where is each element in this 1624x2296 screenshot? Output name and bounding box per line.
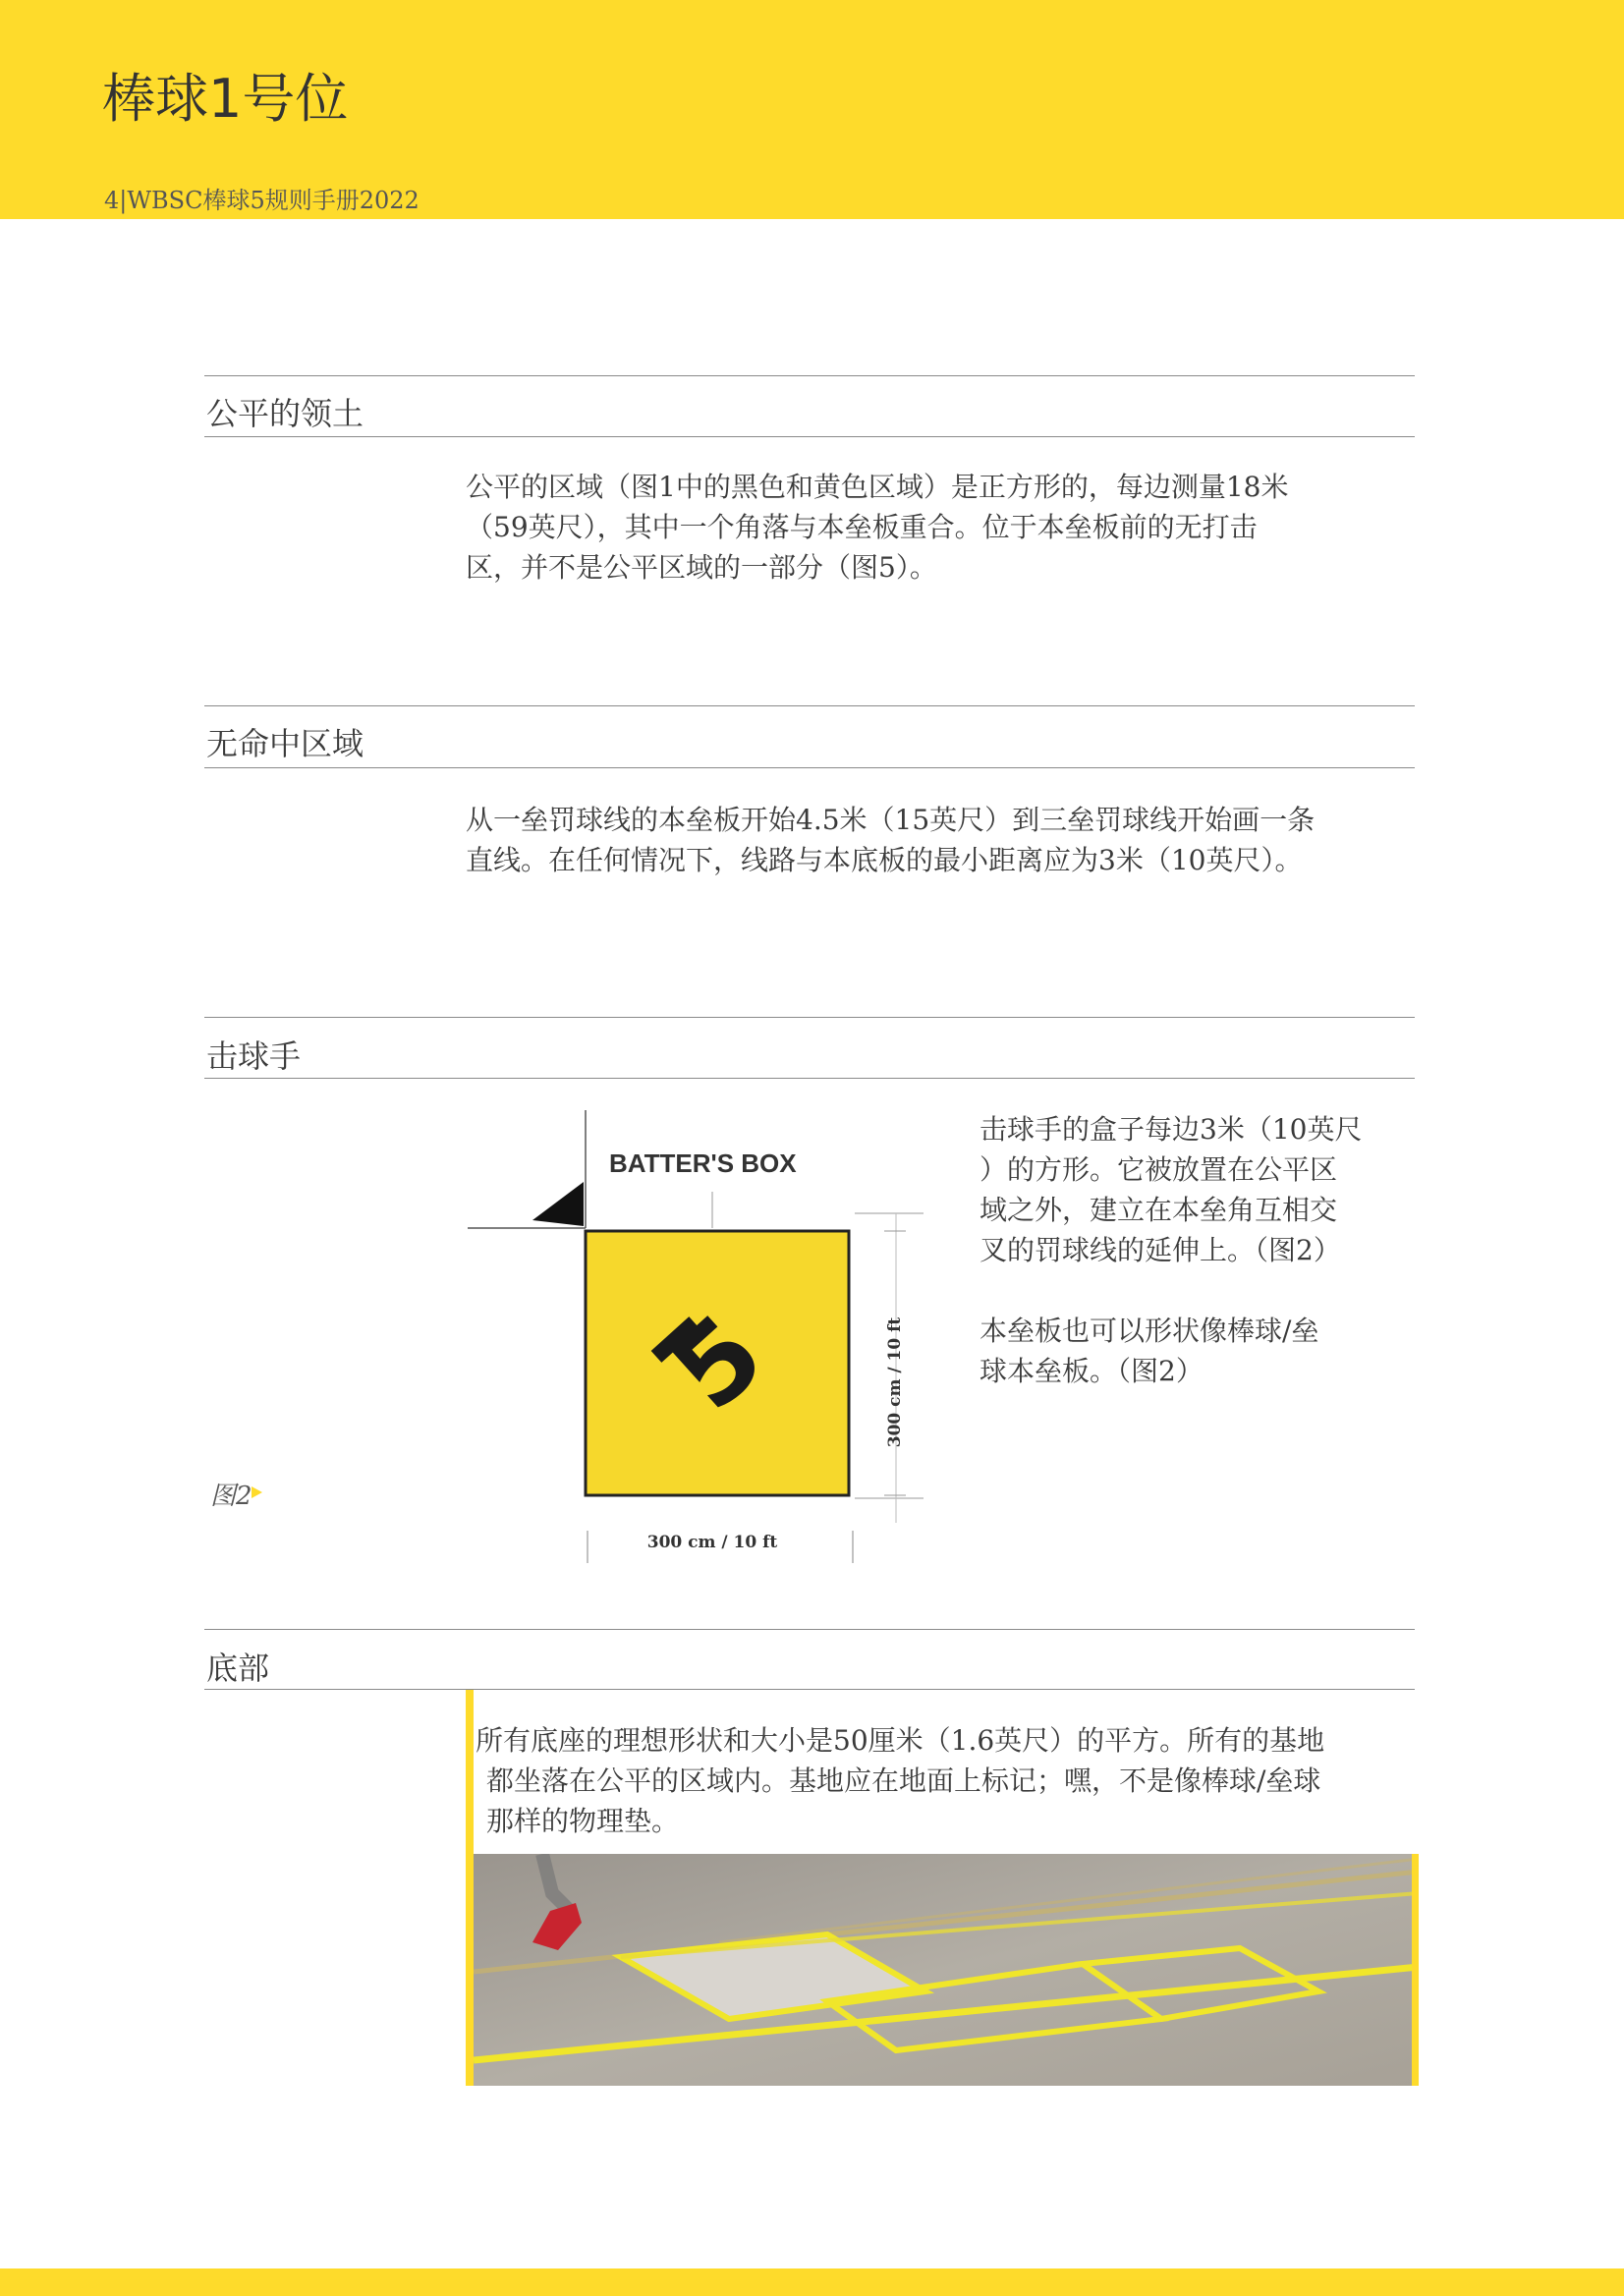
fair-territory-text: [466, 467, 1288, 588]
section-rule-top: [204, 1017, 1415, 1018]
page-header: [0, 0, 1624, 219]
section-rule-top: [204, 375, 1415, 376]
text-line: 都坐落在公平的区域内。基地应在地面上标记；嘿，不是像棒球/垒球: [486, 1764, 1321, 1797]
text-line: 从一垒罚球线的本垒板开始4.5米（15英尺）到三垒罚球线开始画一条: [466, 804, 1316, 836]
section-rule-bottom: [204, 1689, 1415, 1690]
figure-label: 图2: [210, 1482, 252, 1511]
section-rule-top: [204, 1629, 1415, 1630]
page-footer-bar: [0, 2268, 1624, 2296]
section-rule-bottom: [204, 436, 1415, 437]
dimension-vertical: 300 cm / 10 ft: [885, 1316, 905, 1448]
text-line: 那样的物理垫。: [486, 1805, 680, 1837]
document-subtitle: 4|WBSC棒球5规则手册2022: [104, 187, 420, 214]
text-line: 叉的罚球线的延伸上。（图2）: [980, 1234, 1341, 1266]
document-title: 棒球1号位: [102, 68, 349, 130]
batters-box-diagram: [462, 1105, 933, 1569]
text-line: 所有底座的理想形状和大小是50厘米（1.6英尺）的平方。所有的基地: [476, 1724, 1325, 1757]
text-line: 击球手的盒子每边3米（10英尺: [980, 1113, 1363, 1146]
text-line: [980, 1270, 1362, 1311]
section-rule-bottom: [204, 1078, 1415, 1079]
svg-text:5: 5: [646, 1290, 788, 1435]
dimension-horizontal: 300 cm / 10 ft: [646, 1533, 778, 1552]
batter-box-text: [980, 1109, 1362, 1391]
text-line: 区，并不是公平区域的一部分（图5）。: [466, 551, 937, 584]
no-hit-zone-text: [466, 800, 1315, 880]
section-title-batter: 击球手: [206, 1037, 302, 1075]
figure-arrow-icon: [252, 1486, 262, 1498]
text-line: 球本垒板。（图2）: [980, 1355, 1204, 1387]
section-title-bases: 底部: [206, 1650, 270, 1687]
accent-bar: [466, 1690, 474, 2086]
text-line: 域之外，建立在本垒角互相交: [980, 1194, 1338, 1226]
section-title-fair-territory: 公平的领土: [206, 395, 364, 432]
section-rule-top: [204, 705, 1415, 706]
section-rule-bottom: [204, 767, 1415, 768]
text-line: 直线。在任何情况下，线路与本底板的最小距离应为3米（10英尺）。: [466, 844, 1303, 876]
batters-box-title: BATTER'S BOX: [609, 1148, 797, 1178]
bases-text: [476, 1720, 1324, 1841]
text-line: 本垒板也可以形状像棒球/垒: [980, 1315, 1319, 1347]
base-markings-photo: [474, 1854, 1419, 2086]
section-title-no-hit-zone: 无命中区域: [206, 725, 364, 762]
text-line: ）的方形。它被放置在公平区: [980, 1153, 1338, 1186]
text-line: 公平的区域（图1中的黑色和黄色区域）是正方形的，每边测量18米: [466, 471, 1289, 503]
text-line: （59英尺），其中一个角落与本垒板重合。位于本垒板前的无打击: [466, 511, 1258, 543]
home-plate-corner-icon: [532, 1182, 584, 1226]
